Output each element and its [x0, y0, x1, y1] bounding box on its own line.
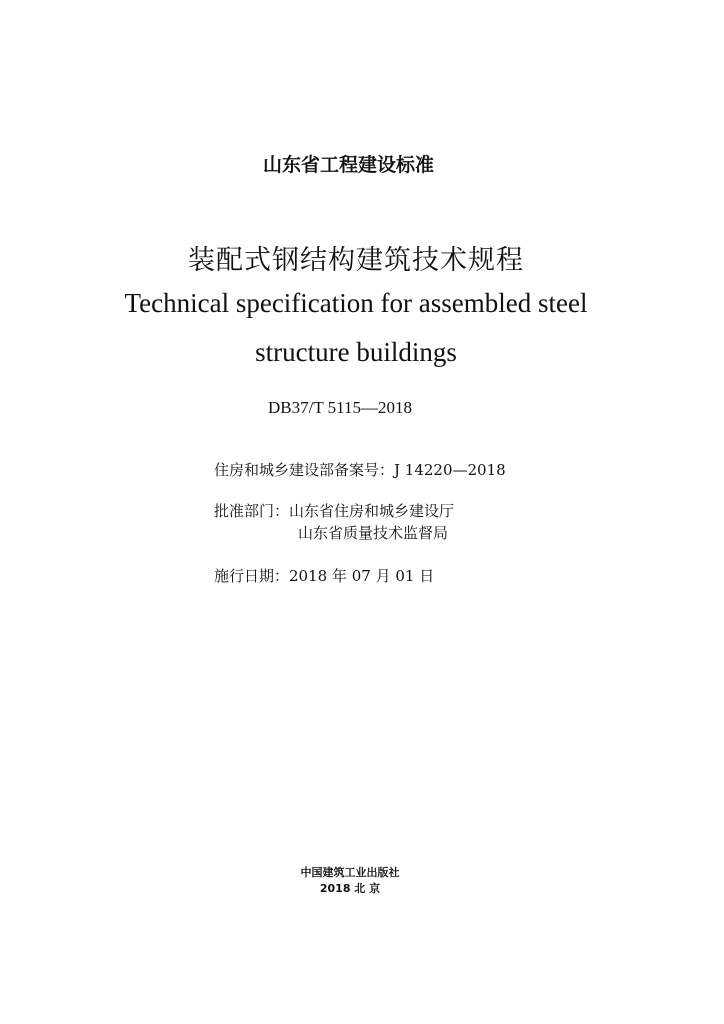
- document-title-chinese: 装配式钢结构建筑技术规程: [188, 245, 524, 276]
- standard-code: DB37/T 5115—2018: [268, 398, 413, 417]
- document-title-english-line-1: Technical specification for assembled steel: [124, 288, 588, 318]
- effective-date: 施行日期：2018 年 07 月 01 日: [214, 567, 435, 585]
- approval-department-line-2: 山东省质量技术监督局: [298, 524, 449, 542]
- document-title-english-line-2: structure buildings: [255, 337, 457, 367]
- publisher-name: 中国建筑工业出版社: [300, 866, 400, 879]
- approval-department-line-1: 批准部门：山东省住房和城乡建设厅: [214, 502, 455, 520]
- standard-type-header: 山东省工程建设标准: [262, 154, 434, 176]
- filing-number: 住房和城乡建设部备案号：J 14220—2018: [214, 461, 506, 479]
- publication-year-place: 2018 北 京: [319, 882, 381, 895]
